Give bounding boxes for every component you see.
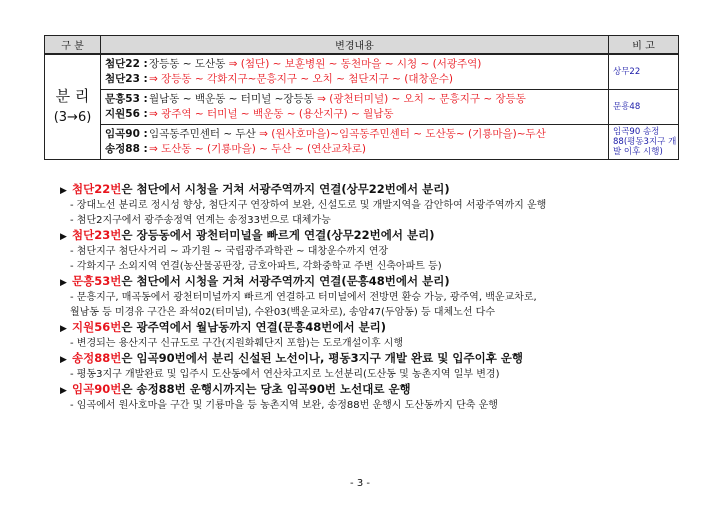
route-name: 송정88 : bbox=[105, 143, 148, 155]
bullet-detail: - 평동3지구 개발완료 및 입주시 도산동에서 연산차고지로 노선분리(도산동 및 농촌지역 일부 변경) bbox=[70, 369, 500, 380]
group-sub: (3→6) bbox=[53, 110, 92, 125]
page-number: - 3 - bbox=[350, 478, 370, 489]
bullet-route: 임곡90번 bbox=[72, 382, 122, 396]
bullet-heading bbox=[60, 228, 700, 244]
bullet-title: 은 임곡90번에서 분리 신설된 노선이나, 평동3지구 개발 완료 및 입주이후 운행 bbox=[121, 351, 524, 365]
header-change: 변경내용 bbox=[101, 36, 609, 55]
change-text bbox=[149, 127, 546, 142]
bullet-detail: - 임곡에서 원사호마을 구간 및 기룡마을 등 농촌지역 보완, 송정88번 운행시 도산동까지 단축 운행 bbox=[70, 400, 498, 411]
bullet-heading bbox=[60, 274, 700, 290]
table-header-row bbox=[45, 36, 679, 55]
triangle-bullet-icon: ▶ bbox=[60, 232, 67, 242]
change-new-route: ⇒ 도산동 ~ (기룡마을) ~ 두산 ~ (연산교차로) bbox=[149, 143, 366, 155]
table-row bbox=[45, 125, 679, 160]
change-text bbox=[149, 142, 366, 157]
group-cell bbox=[45, 54, 101, 160]
bullet-detail: - 변경되는 용산지구 신규도로 구간(지원화훼단지 포함)는 도로개설이후 시행 bbox=[70, 338, 404, 349]
bullet-heading bbox=[60, 320, 700, 336]
change-line bbox=[105, 107, 608, 122]
bullet-route: 지원56번 bbox=[72, 320, 122, 334]
bullet-route: 첨단23번 bbox=[72, 228, 122, 242]
change-line bbox=[105, 127, 608, 142]
change-new-route: ⇒ 광주역 ~ 터미널 ~ 백운동 ~ (용산지구) ~ 월남동 bbox=[149, 108, 394, 120]
change-plain: 장등동 ~ 도산동 bbox=[149, 58, 229, 70]
header-category: 구 분 bbox=[45, 36, 101, 55]
route-name: 문흥53 : bbox=[105, 93, 148, 105]
bullet-route: 송정88번 bbox=[72, 351, 122, 365]
triangle-bullet-icon: ▶ bbox=[60, 386, 67, 396]
triangle-bullet-icon: ▶ bbox=[60, 355, 67, 365]
group-label: 분 리 bbox=[55, 87, 90, 105]
change-new-route: ⇒ 장등동 ~ 각화지구~문흥지구 ~ 오치 ~ 첨단지구 ~ (대창운수) bbox=[149, 73, 454, 85]
change-line bbox=[105, 57, 608, 72]
table-row bbox=[45, 90, 679, 125]
route-name: 첨단22 : bbox=[105, 58, 148, 70]
change-plain: 월남동 ~ 백운동 ~ 터미널 ~장등동 bbox=[149, 93, 318, 105]
remark-cell: 임곡90 송정88(평동3지구 개발 이후 시행) bbox=[609, 125, 679, 160]
triangle-bullet-icon: ▶ bbox=[60, 186, 67, 196]
bullet-detail: - 첨단지구 첨단사거리 ~ 과기원 ~ 국립광주과학관 ~ 대창운수까지 연장 bbox=[70, 246, 389, 257]
remark-cell: 상무22 bbox=[609, 54, 679, 90]
bullet-heading bbox=[60, 382, 700, 398]
bullet-detail: - 각화지구 소외지역 연결(농산물공판장, 금호아파트, 각화중학교 주변 신축아파트 등) bbox=[70, 261, 442, 272]
change-text bbox=[149, 107, 394, 122]
header-remark: 비 고 bbox=[609, 36, 679, 55]
change-line bbox=[105, 72, 608, 87]
bullet-detail: 월남동 등 미경유 구간은 좌석02(터미널), 수완03(백운교차로), 송암47(두암동) 등 대체노선 다수 bbox=[70, 307, 495, 318]
bullet-detail: - 장대노선 분리로 정시성 향상, 첨단지구 연장하여 보완, 신설도로 및 개발지역을 감안하여 서광주역까지 운행 bbox=[70, 200, 547, 211]
bullet-title: 은 장등동에서 광천터미널을 빠르게 연결(상무22번에서 분리) bbox=[121, 228, 435, 242]
route-name: 임곡90 : bbox=[105, 128, 148, 140]
change-new-route: ⇒ (첨단) ~ 보훈병원 ~ 동천마을 ~ 시청 ~ (서광주역) bbox=[228, 58, 482, 70]
change-text bbox=[149, 92, 526, 107]
bullet-detail: - 문흥지구, 매곡동에서 광천터미널까지 빠르게 연결하고 터미널에서 전방면 환승 가능, 광주역, 백운교차로, bbox=[70, 292, 537, 303]
change-line bbox=[105, 92, 608, 107]
change-new-route: ⇒ (원사호마을)~임곡동주민센터 ~ 도산동~ (기룡마을)~두산 bbox=[259, 128, 546, 140]
bullet-route: 문흥53번 bbox=[72, 274, 122, 288]
route-change-table bbox=[44, 35, 679, 160]
change-new-route: ⇒ (광천터미널) ~ 오치 ~ 문흥지구 ~ 장등동 bbox=[317, 93, 526, 105]
route-notes bbox=[60, 182, 700, 413]
change-text bbox=[149, 57, 481, 72]
bullet-title: 은 첨단에서 시청을 거쳐 서광주역까지 연결(문흥48번에서 분리) bbox=[121, 274, 450, 288]
bullet-title: 은 송정88번 운행시까지는 당초 임곡90번 노선대로 운행 bbox=[121, 382, 411, 396]
triangle-bullet-icon: ▶ bbox=[60, 278, 67, 288]
remark-cell: 문흥48 bbox=[609, 90, 679, 125]
change-text bbox=[149, 72, 453, 87]
route-name: 지원56 : bbox=[105, 108, 148, 120]
change-cell bbox=[101, 54, 609, 90]
bullet-title: 은 첨단에서 시청을 거쳐 서광주역까지 연결(상무22번에서 분리) bbox=[121, 182, 450, 196]
bullet-detail: - 첨단2지구에서 광주송정역 연계는 송정33번으로 대체가능 bbox=[70, 215, 331, 226]
bullet-heading bbox=[60, 351, 700, 367]
change-line bbox=[105, 142, 608, 157]
bullet-heading bbox=[60, 182, 700, 198]
bullet-title: 은 광주역에서 월남동까지 연결(문흥48번에서 분리) bbox=[121, 320, 387, 334]
bullet-route: 첨단22번 bbox=[72, 182, 122, 196]
triangle-bullet-icon: ▶ bbox=[60, 324, 67, 334]
table-row bbox=[45, 54, 679, 90]
change-cell bbox=[101, 90, 609, 125]
change-cell bbox=[101, 125, 609, 160]
change-plain: 임곡동주민센터 ~ 두산 bbox=[149, 128, 260, 140]
route-name: 첨단23 : bbox=[105, 73, 148, 85]
